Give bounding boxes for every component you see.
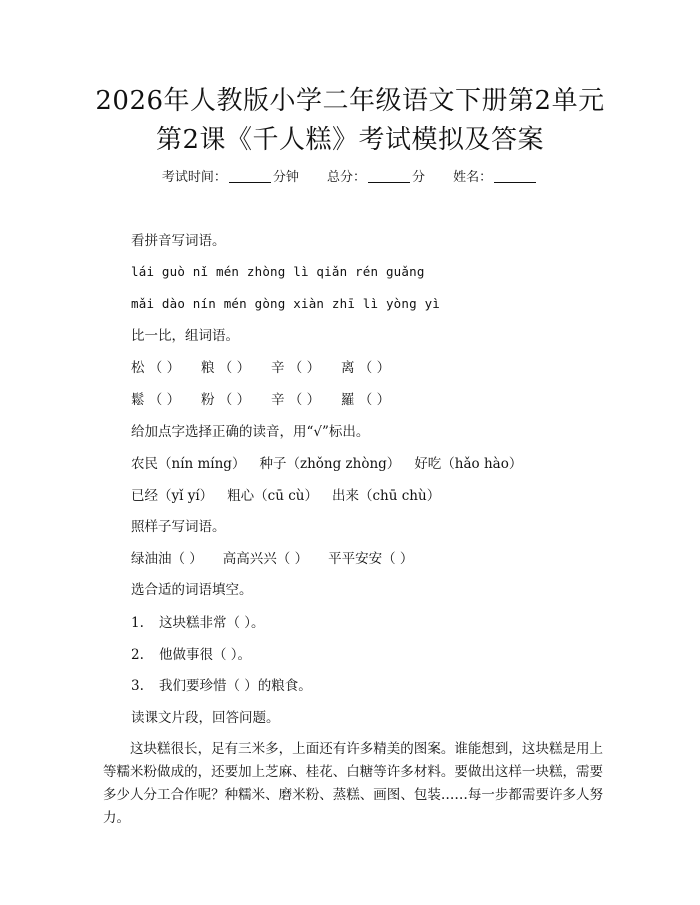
compare-row-2 (131, 390, 411, 410)
student-name-label: 姓名： (453, 170, 493, 185)
fill-blank-item-2 (131, 645, 251, 665)
pronunciation-row-1 (131, 454, 536, 474)
compare-item: 辛 （ ） (271, 360, 321, 376)
pinyin-row-1: lái guò nǐ mén zhòng lì qiǎn rén guǎng (131, 264, 425, 279)
item-number: 1. (131, 615, 144, 631)
page-title-line-1: 2026年人教版小学二年级语文下册第2单元 (95, 86, 605, 116)
pronunciation-item: 粗心（cū cù） (227, 488, 318, 504)
fill-blank-item-1 (131, 613, 265, 633)
compare-item: 离 （ ） (341, 360, 391, 376)
total-score-unit: 分 (412, 170, 426, 185)
exam-time-label: 考试时间： (161, 170, 227, 185)
section-heading-pronunciation: 给加点字选择正确的读音，用“√”标出。 (131, 424, 370, 440)
pattern-word-item: 绿油油（ ） (131, 551, 203, 567)
compare-item: 松 （ ） (131, 360, 181, 376)
pronunciation-item: 种子（zhǒng zhòng） (259, 456, 401, 472)
pronunciation-item: 已经（yǐ yí） (131, 488, 214, 504)
page-title-line-2: 第2课《千人糕》考试模拟及答案 (155, 125, 545, 155)
pronunciation-row-2 (131, 486, 454, 506)
reading-passage: 这块糕很长，足有三米多，上面还有许多精美的图案。谁能想到，这块糕是用上等糯米粉做成的，还要加上芝麻、桂花、白糖等许多材料。要做出这样一块糕，需要多少人分工合作呢？种糯米、磨米粉、蒸糕、画图、包装……每一步都需要许多人努力。 (103, 741, 603, 826)
compare-item: 粉 （ ） (201, 392, 251, 408)
exam-time-blank (229, 182, 271, 183)
pronunciation-item: 出来（chū chù） (332, 488, 441, 504)
total-score-label: 总分： (326, 170, 366, 185)
pronunciation-item: 农民（nín míng） (131, 456, 246, 472)
exam-time-field (162, 170, 303, 185)
section-heading-reading: 读课文片段，回答问题。 (131, 710, 280, 726)
fill-blank-item-3 (131, 676, 312, 696)
exam-time-unit: 分钟 (272, 170, 299, 185)
total-score-field (327, 170, 429, 185)
section-heading-fill-blank: 选合适的词语填空。 (131, 582, 253, 598)
item-text: 他做事很（ ）。 (159, 647, 252, 663)
compare-item: 鬆 （ ） (131, 392, 181, 408)
student-name-field (453, 170, 538, 185)
pinyin-row-2: mǎi dào nín mén gòng xiàn zhī lì yòng yì (131, 296, 441, 311)
student-name-blank (494, 182, 536, 183)
compare-item: 辛 （ ） (271, 392, 321, 408)
section-heading-pinyin: 看拼音写词语。 (131, 233, 226, 249)
pattern-word-item: 高高兴兴（ ） (222, 551, 309, 567)
section-heading-compare: 比一比，组词语。 (131, 328, 239, 344)
item-number: 3. (131, 678, 144, 694)
total-score-blank (368, 182, 410, 183)
exam-info-line (0, 168, 700, 188)
pronunciation-item: 好吃（hǎo hào） (414, 456, 523, 472)
pattern-word-item: 平平安安（ ） (328, 551, 414, 567)
compare-item: 粮 （ ） (201, 360, 251, 376)
compare-item: 羅 （ ） (341, 392, 391, 408)
item-text: 我们要珍惜（ ）的粮食。 (159, 678, 312, 694)
item-text: 这块糕非常（ ）。 (159, 615, 265, 631)
pattern-words-row (131, 549, 433, 569)
section-heading-pattern-words: 照样子写词语。 (131, 519, 226, 535)
item-number: 2. (131, 647, 144, 663)
compare-row-1 (131, 358, 411, 378)
